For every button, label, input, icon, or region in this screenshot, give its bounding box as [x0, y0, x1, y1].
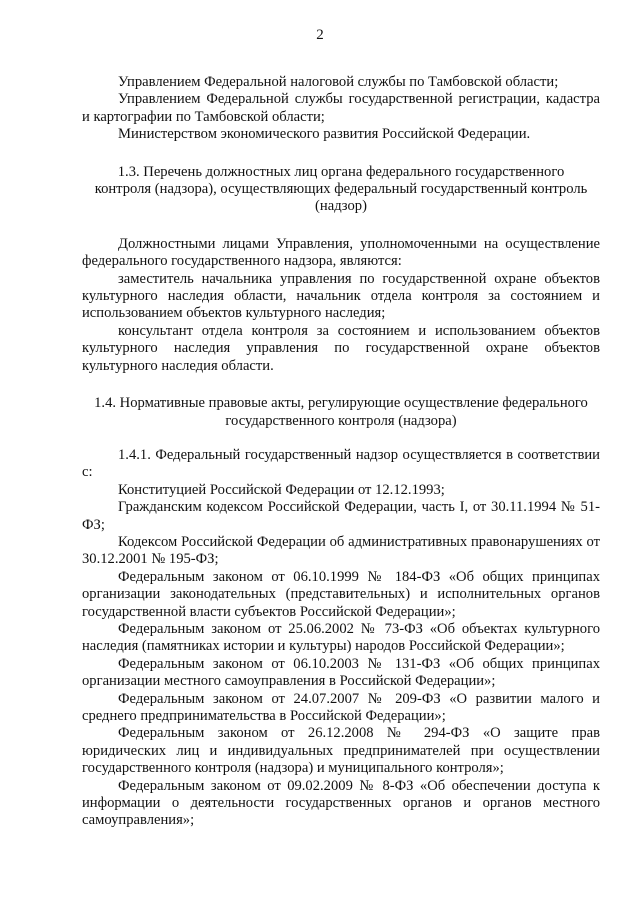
paragraph: Конституцией Российской Федерации от 12.12.1993; [118, 481, 445, 498]
paragraph: Федеральным законом от 24.07.2007 № 209-ФЗ «О развитии малого и среднего предпринимательства в Российской Федерации»; [82, 690, 600, 724]
spacer [82, 216, 600, 236]
paragraph: Федеральным законом от 06.10.1999 № 184-ФЗ «Об общих принципах организации законодательных (представительных) и исполнительных органов государственной власти субъектов Российской Федерации»; [82, 568, 600, 620]
section-heading-1-3: 1.3. Перечень должностных лиц органа федерального государственного контроля (надзора), осуществляющих федеральный государственный контроль (надзор) [94, 163, 588, 215]
spacer [82, 375, 600, 395]
paragraph: Министерством экономического развития Российской Федерации. [118, 126, 531, 143]
paragraph: Федеральным законом от 09.02.2009 № 8-ФЗ «Об обеспечении доступа к информации о деятельности государственных органов и органов местного самоуправления»; [82, 777, 600, 829]
spacer [82, 144, 600, 164]
paragraph: Федеральным законом от 06.10.2003 № 131-ФЗ «Об общих принципах организации местного самоуправления в Российской Федерации»; [82, 655, 600, 690]
paragraph: Управлением Федеральной службы государственной регистрации, кадастра и картографии по Тамбовской области; [82, 91, 600, 125]
section-heading-1-4: 1.4. Нормативные правовые акты, регулирующие осуществление федерального государственного контроля (надзора) [94, 395, 588, 429]
paragraph: Гражданским кодексом Российской Федерации, часть I, от 30.11.1994 № 51-ФЗ; [82, 499, 600, 533]
spacer [82, 430, 600, 447]
paragraph: заместитель начальника управления по государственной охране объектов культурного наследия области, начальник отдела контроля за состоянием и использованием объектов культурного наследия; [82, 270, 600, 322]
paragraph: Должностными лицами Управления, уполномоченными на осуществление федерального государственного надзора, являются: [82, 235, 600, 270]
paragraph: 1.4.1. Федеральный государственный надзор осуществляется в соответствии с: [82, 446, 600, 481]
page-number: 2 [316, 27, 324, 43]
paragraph: Кодексом Российской Федерации об административных правонарушениях от 30.12.2001 № 195-ФЗ; [82, 533, 600, 568]
paragraph: консультант отдела контроля за состоянием и использованием объектов культурного наследия управления по государственной охране объектов культурного наследия области. [82, 322, 600, 374]
paragraph: Федеральным законом от 25.06.2002 № 73-ФЗ «Об объектах культурного наследия (памятниках истории и культуры) народов Российской Федерации»; [82, 620, 600, 655]
document-body [82, 74, 600, 830]
paragraph: Управлением Федеральной налоговой службы по Тамбовской области; [118, 74, 559, 90]
paragraph: Федеральным законом от 26.12.2008 № 294-ФЗ «О защите прав юридических лиц и индивидуальных предпринимателей при осуществлении государственного контроля (надзора) и муниципального контроля»; [82, 725, 600, 777]
